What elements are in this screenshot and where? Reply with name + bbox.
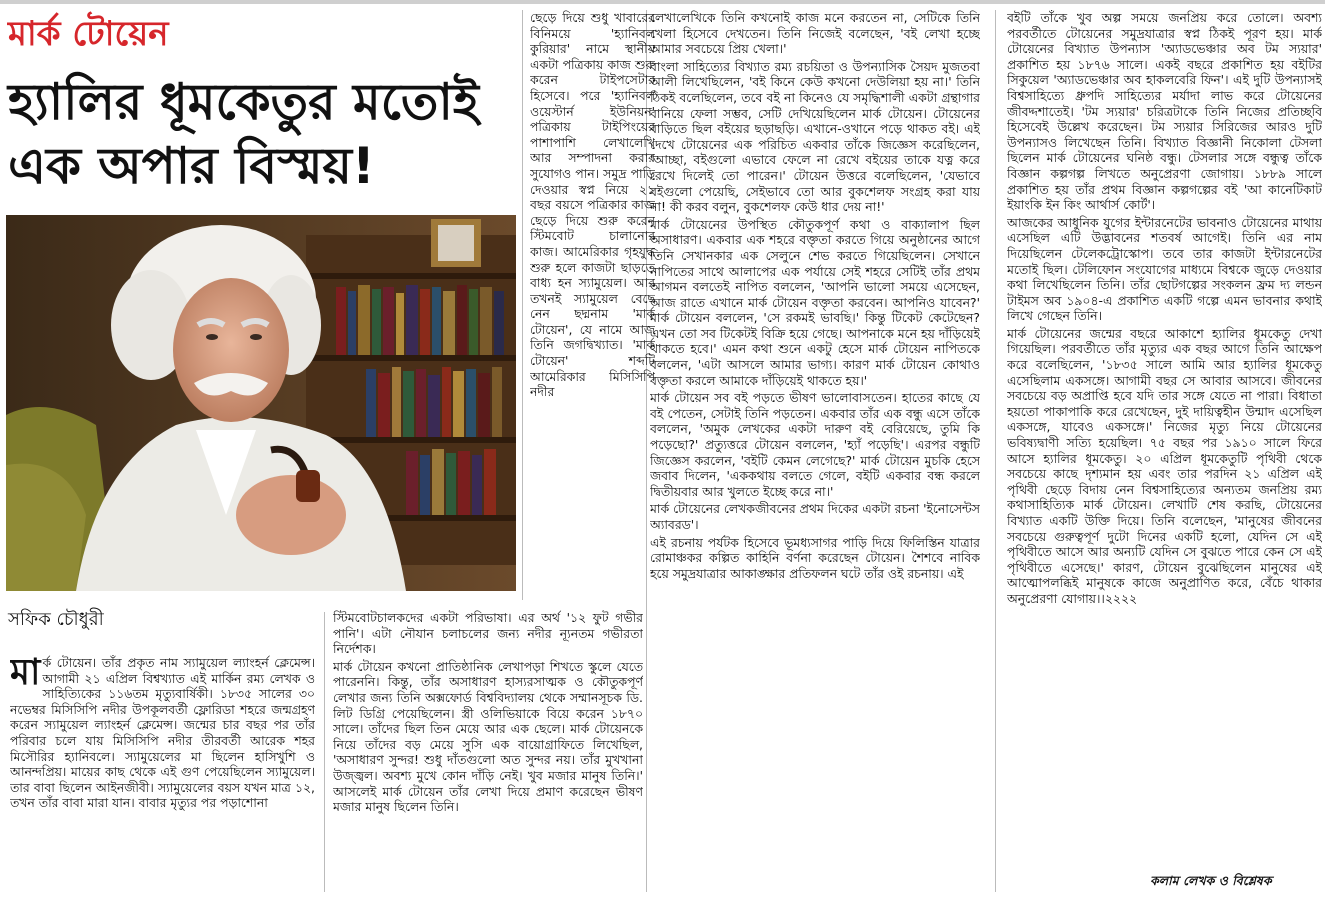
article-column-3 [650, 10, 980, 892]
byline: সফিক চৌধুরী [8, 609, 104, 630]
column-rule [522, 10, 523, 600]
paragraph: মার্ক টোয়েনের উপস্থিত কৌতুকপূর্ণ কথা ও বাক্যালাপ ছিল অসাধারণ। একবার এক শহরে বক্তৃতা করতে গিয়ে অনুষ্ঠানের আগে তিনি সেখানকার এক সেলুনে শেভ করতে গিয়েছিলেন। সেখানে নাপিতের সাথে আলাপের এক পর্যায়ে সেই শহরে সেটিই তাঁর প্রথম আগমন বলতেই নাপিত বললেন, 'আপনি ভালো সময়ে এসেছেন, আজ রাতে এখানে মার্ক টোয়েন বক্তৃতা করবেন। আপনিও যাবেন?' মার্ক টোয়েন বললেন, 'সে রকমই ভাবছি।' কিন্তু টিকেট কেটেছেন? এখন তো সব টিকেটই বিক্রি হয়ে গেছে। আপনাকে মনে হয় দাঁড়িয়েই থাকতে হবে।' এমন কথা শুনে একটু হেসে মার্ক টোয়েন নাপিতকে বললেন, 'এটা আসলে আমার ভাগ্য। কারণ মার্ক টোয়েন কোথাও বক্তৃতা করলে আমাকে দাঁড়িয়েই থাকতে হয়।' [650, 216, 980, 388]
paragraph: বাংলা সাহিত্যের বিখ্যাত রম্য রচয়িতা ও উপন্যাসিক সৈয়দ মুজতবা আলী লিখেছিলেন, 'বই কিনে কেউ কখনো দেউলিয়া হয় না।' তিনি ঠিকই বলেছিলেন, তবে বই না কিনেও যে সমৃদ্ধিশালী একটা গ্রন্থাগার বানিয়ে ফেলা সম্ভব, সেটি দেখিয়েছিলেন মার্ক টোয়েন। টোয়েনের বাড়িতে ছিল বইয়ের ছড়াছড়ি। এখানে-ওখানে পড়ে থাকত বই। এই দেখে টোয়েনের এক পরিচিত একবার তাঁকে জিজ্ঞেস করেছিলেন, 'আচ্ছা, বইগুলো এভাবে ফেলে না রেখে বইয়ের তাকে যত্ন করে রেখে দিলেই তো পারেন।' টোয়েন উত্তরে বলেছিলেন, 'যেভাবে বইগুলো পেয়েছি, সেইভাবে তো আর বুকশেলফ সংগ্রহ করা যায় না! কী করব বলুন, বুকশেলফ কেউ ধার দেয় না!' [650, 58, 980, 215]
paragraph: আজকের আধুনিক যুগের ইন্টারনেটের ভাবনাও টোয়েনের মাথায় এসেছিল এটি উদ্ভাবনের শতবর্ষ আগেই। তিনি এর নাম দিয়েছিলেন টেলেকট্রোস্কোপ। তবে তার কাজটা ইন্টারনেটের মতোই ছিল। টেলিফোন সংযোগের মাধ্যমে বিশ্বকে জুড়ে দেওয়ার কথা লিখেছিলেন তিনি। তাঁর ছোটগল্পের সংকলন ফ্রম দ্য লন্ডন টাইমস অব ১৯০৪-এ প্রকাশিত একটি গল্পে এমন ভাবনার কথাই লিখে গেছেন তিনি। [1007, 214, 1322, 324]
portrait-photo [6, 215, 516, 591]
article-column-bottom [333, 610, 643, 890]
article-column-4 [1007, 10, 1322, 865]
paragraph: মার্ক টোয়েনের জন্মের বছরে আকাশে হ্যালির ধূমকেতু দেখা গিয়েছিল। পরবর্তীতে তাঁর মৃত্যুর এক বছর আগে তিনি আক্ষেপ করে বলেছিলেন, '১৮৩৫ সালে আমি আর হ্যালির ধূমকেতু এসেছিলাম একসঙ্গে। আগামী বছর সে আবার আসবে। জীবনের সবচেয়ে বড় অপ্রাপ্তি হবে যদি তার সঙ্গে যেতে না পারা। বিধাতা হয়তো পাকাপাকি করে রেখেছেন, দুই দায়িত্বহীন উন্মাদ এসেছিল একসঙ্গে, যাবেও একসঙ্গে।' নিজের মৃত্যু নিয়ে টোয়েনের ভবিষ্যদ্বাণী সত্যি হয়েছিল। ৭৫ বছর পর ১৯১০ সালে ফিরে আসে হ্যালির ধূমকেতু। ২০ এপ্রিল ধূমকেতুটি পৃথিবী থেকে সবচেয়ে কাছে দৃশ্যমান হয় এবং তার পরদিন ২১ এপ্রিল এই পৃথিবী ছেড়ে বিদায় নেন বিশ্বসাহিত্যের অন্যতম জনপ্রিয় রম্য কথাসাহিত্যিক মার্ক টোয়েন। লেখাটি শেষ করছি, টোয়েনের বিখ্যাত একটি উক্তি দিয়ে। তিনি বলেছেন, 'মানুষের জীবনের সবচেয়ে গুরুত্বপূর্ণ দুটো দিনের একটি হলো, যেদিন সে এই পৃথিবীতে আসে আর অন্যটি যেদিন সে বুঝতে পারে কেন সে এই পৃথিবীতে এসেছে।' কারণ, টোয়েন বুঝেছিলেন মানুষের এই আত্মোপলব্ধিই মানুষকে কাজে অনুপ্রাণিত করে, বেঁচে থাকার অনুপ্রেরণা যোগায়।।২২২২ [1007, 325, 1322, 606]
paragraph: বইটি তাঁকে খুব অল্প সময়ে জনপ্রিয় করে তোলে। অবশ্য পরবর্তীতে টোয়েনের সমুদ্রযাত্রার স্বপ্ন ঠিকই পূরণ হয়। মার্ক টোয়েনের বিখ্যাত উপন্যাস 'অ্যাডভেঞ্চার অব টম স্যয়ার' প্রকাশিত হয় ১৮৭৬ সালে। একই বছরে প্রকাশিত হয় বইটির সিকুয়েল 'অ্যাডভেঞ্চার অব হাকলবেরি ফিন'। এই দুটি উপন্যাসই বিশ্বসাহিত্যে ধ্রুপদি সাহিত্যের মর্যাদা লাভ করে টোয়েনের জীবদ্দশাতেই। 'টম স্যয়ার' চরিত্রটাকে তিনি নিজের প্রতিচ্ছবি হিসেবেই উল্লেখ করেছেন। টম স্যয়ার সিরিজের আরও দুটি উপন্যাসও লিখেছেন তিনি। বিখ্যাত বিজ্ঞানী নিকোলা টেসলা ছিলেন মার্ক টোয়েনের ঘনিষ্ঠ বন্ধু। টেসলার সঙ্গে বন্ধুত্ব তাঁকে বিজ্ঞান কল্পগল্প লিখতে অনুপ্রেরণা জোগায়। ১৮৮৯ সালে প্রকাশিত হয় তাঁর প্রথম বিজ্ঞান কল্পগল্পের বই 'আ কানেটিকাট ইয়াংকি ইন কিং আর্থার্স কোর্ট'। [1007, 10, 1322, 213]
column-rule [995, 10, 996, 892]
column-rule [324, 612, 325, 892]
headline-line-1: হ্যালির ধূমকেতুর মতোই [8, 73, 479, 131]
paragraph: ছেড়ে দিয়ে শুধু খাবারের বিনিময়ে 'হ্যানিবল কুরিয়ার' নামে স্থানীয় একটা পত্রিকায় কাজ শুরু করেন টাইপসেটার হিসেবে। পরে 'হ্যানিবল ওয়েস্টার্ন ইউনিয়ন' পত্রিকায় টাইপিংয়ের পাশাপাশি লেখালেখি আর সম্পাদনা করার সুযোগও পান। সমুদ্র পাড়ি দেওয়ার স্বপ্ন নিয়ে ২১ বছর বয়সে পত্রিকার কাজ ছেড়ে দিয়ে শুরু করেন স্টিমবোট চালানোর কাজ। আমেরিকার গৃহযুদ্ধ শুরু হলে কাজটা ছাড়তে বাধ্য হন স্যামুয়েল। আর তখনই স্যামুয়েল বেছে নেন ছদ্মনাম 'মার্ক টোয়েন', যে নামে আজ তিনি জগদ্বিখ্যাত। 'মার্ক টোয়েন' শব্দটি আমেরিকার মিসিসিপি নদীর [530, 10, 655, 400]
headline [8, 70, 528, 198]
drop-cap: মা [10, 655, 41, 693]
article-column-intro [10, 655, 315, 891]
portrait-illustration [6, 215, 516, 591]
author-credit: কলাম লেখক ও বিশ্লেষক [1150, 873, 1272, 888]
paragraph: মার্ক টোয়েন কখনো প্রাতিষ্ঠানিক লেখাপড়া শিখতে স্কুলে যেতে পারেননি। কিন্তু, তাঁর অসাধারণ হাস্যরসাত্মক ও কৌতুকপূর্ণ লেখার জন্য তিনি অক্সফোর্ড বিশ্ববিদ্যালয় থেকে সম্মানসূচক ডি. লিট ডিগ্রি পেয়েছিলেন। স্ত্রী ওলিভিয়াকে বিয়ে করেন ১৮৭০ সালে। তাঁদের ছিল তিন মেয়ে আর এক ছেলে। মার্ক টোয়েনকে নিয়ে তাঁদের বড় মেয়ে সুসি এক বায়োগ্রাফিতে লিখেছিল, 'অসাধারণ সুন্দর! শুধু দাঁতগুলো অত সুন্দর নয়। তাঁর মুখখানা উজ্জ্বল। অবশ্য মুখে কোন দাঁড়ি নেই। খুব মজার মানুষ তিনি।' আসলেই মার্ক টোয়েন তাঁর লেখা দিয়ে প্রমাণ করেছেন ভীষণ মজার মানুষ ছিলেন তিনি। [333, 658, 643, 815]
paragraph [10, 655, 315, 811]
paragraph: মার্ক টোয়েনের লেখকজীবনের প্রথম দিকের একটা রচনা 'ইনোসেন্টস অ্যাবরড'। [650, 501, 980, 532]
kicker: মার্ক টোয়েন [8, 14, 169, 54]
paragraph: এই রচনায় পর্যটক হিসেবে ভূমধ্যসাগর পাড়ি দিয়ে ফিলিস্তিন যাত্রার রোমাঞ্চকর কল্পিত কাহিনি বর্ণনা করেছেন টোয়েন। শৈশবে নাবিক হয়ে সমুদ্রযাত্রার আকাঙ্ক্ষার প্রতিফলন ঘটে তাঁর ওই রচনায়। এই [650, 534, 980, 581]
intro-text: র্ক টোয়েন। তাঁর প্রকৃত নাম স্যামুয়েল ল্যাংহর্ন ক্লেমেন্স। আগামী ২১ এপ্রিল বিশ্বখ্যাত এই মার্কিন রম্য লেখক ও সাহিত্যিকের ১১৬তম মৃত্যুবার্ষিকী। ১৮৩৫ সালের ৩০ নভেম্বর মিসিসিপি নদীর উপকূলবর্তী ফ্লোরিডা শহরে জন্মগ্রহণ করেন স্যামুয়েল ল্যাংহর্ন ক্লেমেন্স। জন্মের চার বছর পর তাঁর পরিবার চলে যায় মিসিসিপি নদীর তীরবর্তী আরেক শহর মিসৌরির হ্যানিবলে। স্যামুয়েলের মা ছিলেন হাসিখুশি ও আনন্দপ্রিয়। মায়ের কাছ থেকে এই গুণ পেয়েছিলেন স্যামুয়েল। তার বাবা ছিলেন আইনজীবী। স্যামুয়েলের বয়স যখন মাত্র ১২, তখন তাঁর বাবা মারা যান। বাবার মৃত্যুর পর পড়াশোনা [10, 655, 315, 811]
top-rule [0, 0, 1325, 4]
article-column-narrow [530, 10, 655, 597]
paragraph: মার্ক টোয়েন সব বই পড়তে ভীষণ ভালোবাসতেন। হাতের কাছে যে বই পেতেন, সেটাই তিনি পড়তেন। একবার তাঁর এক বন্ধু এসে তাঁকে বললেন, 'অমুক লেখকের একটা দারুণ বই বেরিয়েছে, তুমি কি পড়েছো?' প্রত্যুত্তরে টোয়েন বললেন, 'হ্যাঁ পড়েছি'। এরপর বন্ধুটি জিজ্ঞেস করলেন, 'বইটি কেমন লেগেছে?' মার্ক টোয়েন মুচকি হেসে জবাব দিলেন, 'এককথায় বলতে গেলে, বইটি একবার বন্ধ করলে দ্বিতীয়বার আর খুলতে ইচ্ছে করে না।' [650, 390, 980, 499]
paragraph: স্টিমবোটচালকদের একটা পরিভাষা। এর অর্থ '১২ ফুট গভীর পানি'। এটা নৌযান চলাচলের জন্য নদীর ন্যূনতম গভীরতা নির্দেশক। [333, 610, 643, 657]
paragraph: লেখালেখিকে তিনি কখনোই কাজ মনে করতেন না, সেটিকে তিনি খেলা হিসেবে দেখতেন। তিনি নিজেই বলেছেন, 'বই লেখা হচ্ছে আমার সবচেয়ে প্রিয় খেলা।' [650, 10, 980, 57]
headline-line-2: এক অপার বিস্ময়! [8, 137, 375, 195]
